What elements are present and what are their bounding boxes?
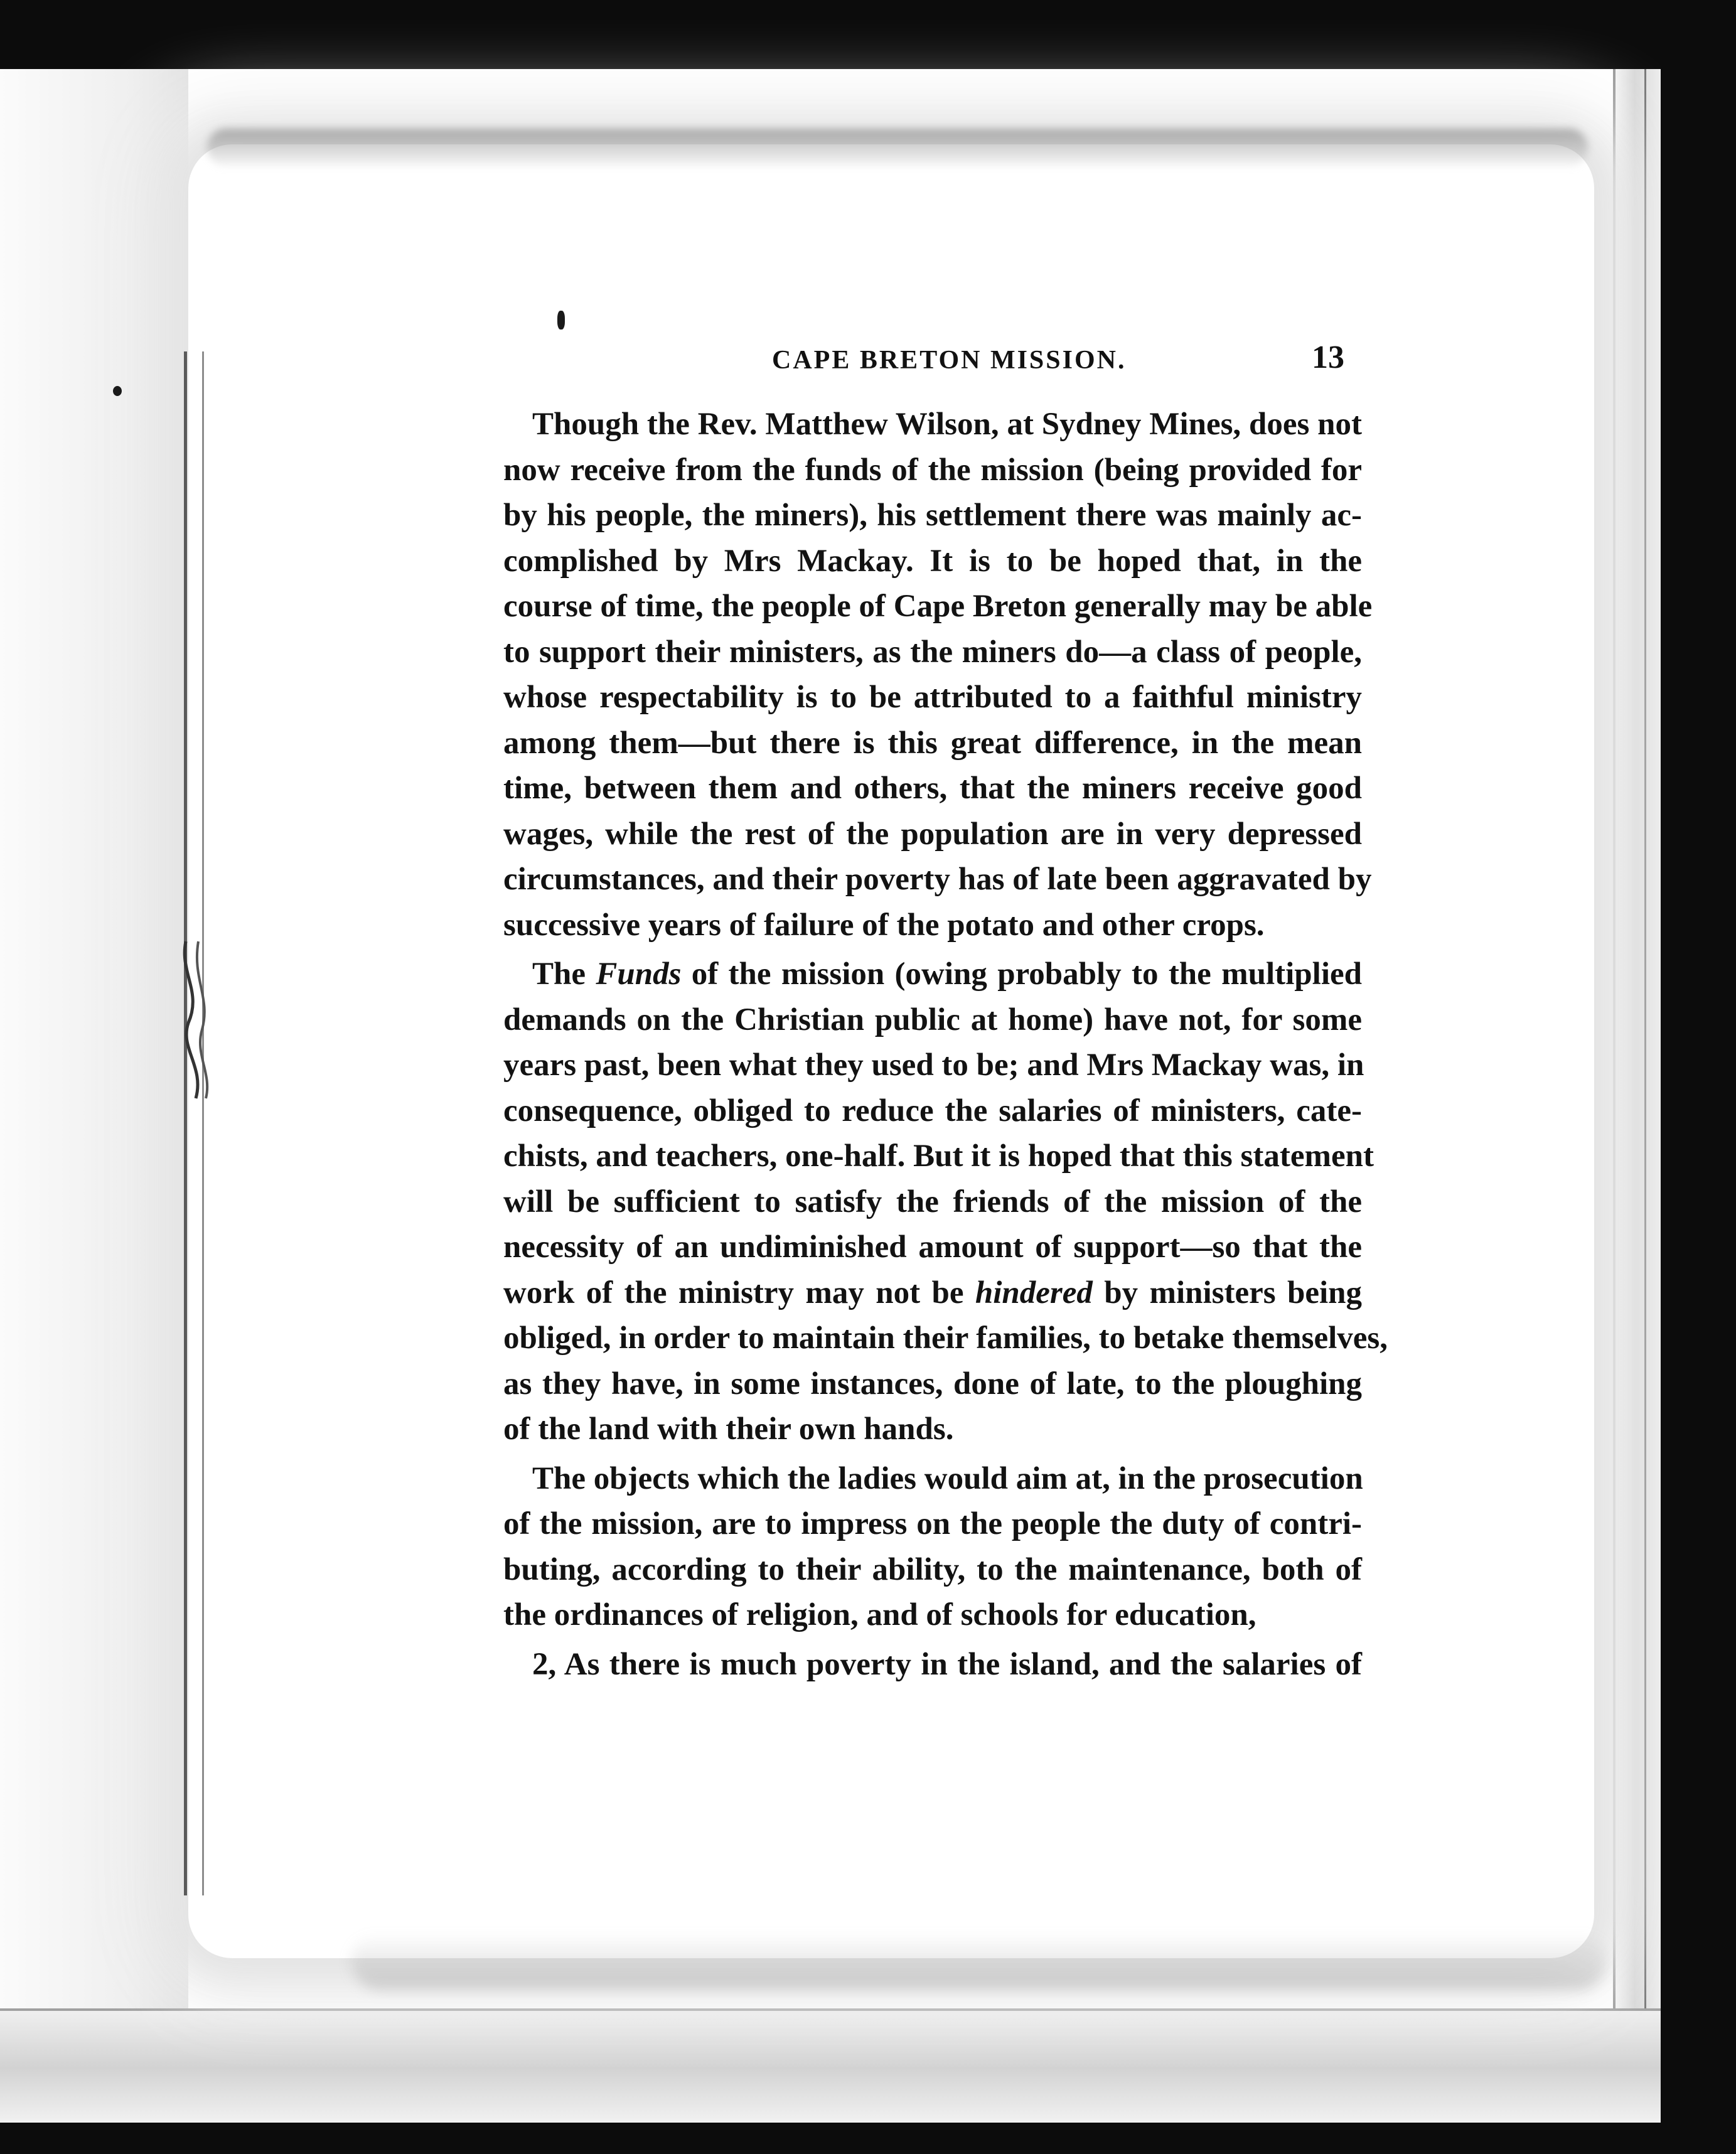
text-line: demands on the Christian public at home) have not, for some	[503, 1002, 1362, 1037]
text-line	[503, 951, 1362, 997]
page-bottom-foxing	[351, 1933, 1607, 1990]
binding-stitch	[177, 935, 215, 1105]
text-line: necessity of an undiminished amount of support—so that the	[503, 1230, 1362, 1265]
paragraph	[503, 951, 1388, 1452]
text-run: work of the ministry may not be	[503, 1275, 975, 1310]
cover-board-edge	[1613, 69, 1663, 2123]
text-line: circumstances, and their poverty has of late been aggravated by	[503, 862, 1372, 897]
text-line: consequence, obliged to reduce the salaries of ministers, cate-	[503, 1093, 1362, 1128]
paragraph	[503, 1642, 1362, 1688]
text-line: by his people, the miners), his settlement there was mainly ac-	[503, 498, 1362, 533]
text-line: Though the Rev. Matthew Wilson, at Sydney Mines, does not	[532, 407, 1362, 442]
text-line: of the mission, are to impress on the people the duty of contri-	[503, 1506, 1362, 1541]
italic-text: Funds	[596, 956, 682, 992]
text-line: wages, while the rest of the population are in very depressed	[503, 816, 1362, 852]
text-line: years past, been what they used to be; and Mrs Mackay was, in	[503, 1048, 1364, 1083]
paragraph	[503, 402, 1373, 948]
dust-speck	[557, 311, 565, 330]
text-line: to support their ministers, as the miners do—a class of people,	[503, 634, 1362, 670]
text-line: whose respectability is to be attributed to a faithful ministry	[503, 680, 1362, 715]
text-run: of the mission (owing probably to the multiplied	[681, 956, 1362, 992]
text-line: The objects which the ladies would aim at, in the prosecution	[532, 1460, 1363, 1496]
scan-frame-top	[0, 0, 1736, 69]
text-line: 2, As there is much poverty in the island, and the salaries of	[532, 1646, 1362, 1682]
text-line: successive years of failure of the potato and other crops.	[503, 907, 1265, 943]
cover-board-bottom	[0, 2008, 1663, 2125]
text-line: buting, according to their ability, to the maintenance, both of	[503, 1551, 1362, 1587]
text-line: of the land with their own hands.	[503, 1412, 954, 1447]
page-top-foxing	[207, 129, 1588, 166]
text-line	[503, 1270, 1362, 1316]
text-line: as they have, in some instances, done of late, to the ploughing	[503, 1366, 1362, 1401]
scan-frame-bottom	[0, 2123, 1736, 2154]
dust-speck	[113, 386, 122, 396]
running-head	[502, 339, 1368, 389]
facing-page-edge	[0, 69, 188, 2008]
text-line: time, between them and others, that the miners receive good	[503, 771, 1362, 806]
text-line: course of time, the people of Cape Breton generally may be able	[503, 589, 1373, 624]
binding-gutter-line	[184, 351, 187, 1895]
text-line: complished by Mrs Mackay. It is to be hoped that, in the	[503, 543, 1362, 579]
text-line: now receive from the funds of the mission (being provided for	[503, 452, 1362, 488]
text-line: the ordinances of religion, and of schools for education,	[503, 1597, 1256, 1632]
running-title: CAPE BRETON MISSION.	[772, 346, 1127, 375]
page-number: 13	[1312, 340, 1344, 375]
text-run: by ministers being	[1092, 1275, 1363, 1310]
text-line: obliged, in order to maintain their families, to betake themselves,	[503, 1321, 1388, 1356]
text-line: among them—but there is this great difference, in the mean	[503, 725, 1362, 761]
paragraph	[503, 1456, 1362, 1638]
text-run: The	[532, 956, 596, 992]
italic-text: hindered	[975, 1275, 1093, 1310]
body-text	[503, 402, 1388, 1687]
text-line: will be sufficient to satisfy the friends of the mission of the	[503, 1184, 1362, 1219]
cover-board-line	[1644, 69, 1646, 2123]
text-line: chists, and teachers, one-half. But it is hoped that this statement	[503, 1139, 1374, 1174]
scan-frame-right	[1661, 0, 1736, 2154]
binding-gutter-line-secondary	[202, 351, 204, 1895]
